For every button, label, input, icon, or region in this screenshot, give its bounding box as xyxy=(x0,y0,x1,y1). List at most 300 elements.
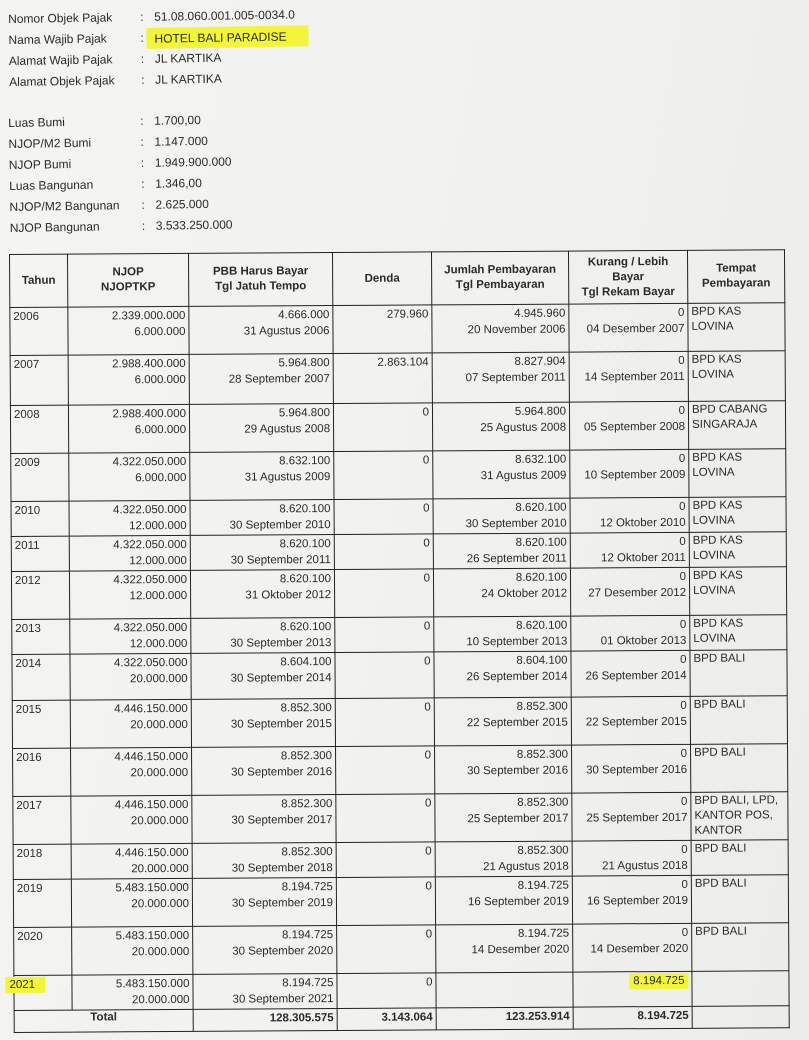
denda-value: 279.960 xyxy=(386,308,429,321)
payment-value: 8.852.300 xyxy=(516,748,569,761)
year-label: 2018 xyxy=(16,847,43,860)
column-header-line: Tgl Rekam Bayar xyxy=(581,285,675,299)
year-label: 2006 xyxy=(13,310,40,323)
pbb-value: 8.852.300 xyxy=(281,846,333,859)
njop-value: 4.322.050.000 xyxy=(113,538,187,552)
denda-value: 0 xyxy=(425,845,432,858)
payment-date: 10 September 2013 xyxy=(466,635,568,649)
column-header-line: Tahun xyxy=(21,274,56,287)
year-cell xyxy=(12,700,70,748)
payment-place: BPD BALI xyxy=(694,746,746,759)
year-label: 2021 xyxy=(5,977,45,993)
record-date: 27 Desember 2012 xyxy=(588,586,687,600)
denda-cell xyxy=(336,842,435,878)
record-date: 12 Oktober 2011 xyxy=(601,551,686,565)
table-row xyxy=(11,532,786,572)
denda-value: 0 xyxy=(425,880,432,893)
tax-payment-table xyxy=(9,249,790,1033)
pbb-cell xyxy=(192,795,336,844)
pbb-value: 8.620.100 xyxy=(280,621,332,634)
column-header-line: Pembayaran xyxy=(701,277,771,290)
year-cell xyxy=(13,844,71,879)
denda-cell xyxy=(335,652,434,699)
njoptkp-value: 20.000.000 xyxy=(131,945,190,959)
pbb-cell xyxy=(190,500,334,536)
info-label: Luas Bangunan xyxy=(9,177,94,193)
kurang-cell xyxy=(573,971,692,1007)
pbb-cell xyxy=(191,653,335,700)
record-date: 30 September 2016 xyxy=(586,763,688,777)
payment-place: BPD BALI xyxy=(694,842,747,855)
payment-cell xyxy=(433,568,570,617)
table-row xyxy=(10,351,785,406)
kurang-value: 0 xyxy=(680,653,687,666)
payment-value: 8.620.100 xyxy=(515,571,568,584)
payment-date: 30 September 2010 xyxy=(465,517,567,531)
pbb-value: 4.666.000 xyxy=(278,309,330,322)
total-empty-cell xyxy=(692,1006,789,1029)
table-row xyxy=(13,840,788,880)
kurang-value: 0 xyxy=(679,618,687,631)
payment-cell xyxy=(435,745,572,794)
due-date: 30 September 2016 xyxy=(231,766,333,779)
njoptkp-value: 20.000.000 xyxy=(131,993,190,1007)
column-header-line: Bayar xyxy=(612,270,645,283)
payment-date: 07 September 2011 xyxy=(465,371,566,385)
table-row xyxy=(10,401,785,454)
njop-value: 5.483.150.000 xyxy=(115,881,189,895)
record-date: 21 Agustus 2018 xyxy=(602,859,688,873)
column-header xyxy=(687,250,784,304)
kurang-cell xyxy=(571,696,690,745)
njop-value: 4.446.150.000 xyxy=(115,846,189,860)
kurang-value: 0 xyxy=(678,404,686,417)
info-row-object-address xyxy=(9,67,309,93)
total-kurang-cell xyxy=(573,1006,692,1029)
total-pbb-cell xyxy=(193,1009,337,1032)
info-value: 1.949.900.000 xyxy=(154,154,232,170)
kurang-cell xyxy=(571,650,690,697)
info-value: 1.346,00 xyxy=(155,175,202,191)
payment-place: BPD KAS LOVINA xyxy=(693,617,744,645)
njop-value: 4.446.150.000 xyxy=(114,750,189,764)
total-pbb-value: 128.305.575 xyxy=(269,1012,334,1025)
njoptkp-value: 20.000.000 xyxy=(131,862,189,876)
record-date: 14 Desember 2020 xyxy=(590,942,689,956)
njop-cell xyxy=(70,653,191,700)
pbb-value: 8.620.100 xyxy=(279,538,331,551)
column-header-line: Denda xyxy=(364,272,400,285)
payment-value xyxy=(439,974,569,975)
year-label: 2010 xyxy=(14,504,41,517)
year-cell xyxy=(12,619,70,654)
pbb-cell xyxy=(190,570,334,619)
denda-cell xyxy=(334,569,433,618)
pbb-value: 8.604.100 xyxy=(280,656,332,669)
info-value: 1.700,00 xyxy=(154,112,201,128)
pbb-cell xyxy=(189,354,333,405)
table-row xyxy=(11,567,786,620)
year-cell xyxy=(12,654,70,700)
pbb-cell xyxy=(189,404,333,453)
njoptkp-value: 20.000.000 xyxy=(131,897,190,911)
kurang-cell xyxy=(570,497,689,533)
kurang-value: 0 xyxy=(680,747,688,760)
year-cell xyxy=(10,307,68,355)
kurang-value: 0 xyxy=(679,535,686,548)
colon: : xyxy=(141,218,146,233)
year-label: 2012 xyxy=(14,574,41,587)
property-row xyxy=(10,214,233,238)
record-date: 26 September 2014 xyxy=(585,669,687,683)
column-header xyxy=(568,250,687,304)
taxpayer-info xyxy=(8,4,309,93)
denda-cell xyxy=(334,534,433,570)
njop-value: 4.322.050.000 xyxy=(112,455,187,469)
info-label: Alamat Objek Pajak xyxy=(9,73,115,89)
colon: : xyxy=(140,9,144,24)
payment-place: BPD BALI xyxy=(693,652,746,665)
column-header-line: Tgl Jatuh Tempo xyxy=(215,280,307,293)
payment-date: 30 September 2016 xyxy=(467,764,569,778)
kurang-value: 0 xyxy=(679,570,687,583)
payment-place: BPD CABANG SINGARAJA xyxy=(691,403,768,431)
pbb-value: 8.852.300 xyxy=(281,798,333,811)
njop-cell xyxy=(72,974,193,1010)
table-row xyxy=(14,923,789,976)
payment-place-cell xyxy=(691,792,788,841)
table-row xyxy=(12,696,787,749)
denda-value: 0 xyxy=(422,454,430,467)
denda-cell xyxy=(335,617,434,653)
payment-cell xyxy=(434,697,571,746)
year-label: 2009 xyxy=(14,456,40,469)
column-header xyxy=(188,253,332,307)
kurang-cell xyxy=(572,875,691,924)
njop-cell xyxy=(71,795,192,844)
year-cell xyxy=(14,927,72,975)
njoptkp-value: 6.000.000 xyxy=(134,373,186,387)
highlighted-taxpayer-name: HOTEL BALI PARADISE xyxy=(146,25,308,49)
column-header-line: Tempat xyxy=(716,262,757,275)
kurang-cell xyxy=(572,744,691,793)
njoptkp-value: 20.000.000 xyxy=(130,766,189,780)
njoptkp-value: 12.000.000 xyxy=(129,589,188,603)
payment-cell xyxy=(436,924,573,973)
info-label: NJOP/M2 Bumi xyxy=(8,135,92,151)
payment-date: 14 Desember 2020 xyxy=(471,943,570,957)
payment-place-cell xyxy=(689,449,786,498)
due-date: 30 September 2015 xyxy=(230,718,332,731)
pbb-value: 8.194.725 xyxy=(282,977,334,990)
payment-cell xyxy=(433,498,570,534)
denda-cell xyxy=(333,403,432,452)
njop-value: 2.339.000.000 xyxy=(111,309,186,323)
table-row xyxy=(12,615,787,655)
payment-cell xyxy=(435,841,572,877)
year-label: 2007 xyxy=(13,358,40,371)
year-cell xyxy=(13,796,71,844)
year-label: 2014 xyxy=(15,657,42,670)
colon: : xyxy=(141,176,145,191)
total-denda-value: 3.143.064 xyxy=(381,1011,433,1024)
colon: : xyxy=(141,197,145,212)
denda-cell xyxy=(336,794,435,843)
total-row xyxy=(14,1006,789,1033)
column-header-line: Kurang / Lebih xyxy=(587,255,669,268)
denda-value: 0 xyxy=(422,406,430,419)
denda-value: 0 xyxy=(426,976,433,989)
pbb-cell xyxy=(193,926,337,975)
year-cell xyxy=(9,975,72,1010)
column-header-line: Tgl Pembayaran xyxy=(455,278,545,292)
denda-cell xyxy=(336,746,435,795)
year-label: 2015 xyxy=(15,703,42,716)
colon: : xyxy=(140,51,145,66)
njoptkp-value: 12.000.000 xyxy=(129,637,188,651)
payment-place: BPD BALI xyxy=(693,698,746,711)
payment-cell xyxy=(435,876,572,925)
payment-place: BPD BALI xyxy=(695,925,747,938)
kurang-value: 0 xyxy=(681,843,688,856)
njop-cell xyxy=(70,618,191,654)
year-label: 2008 xyxy=(13,408,40,421)
njop-cell xyxy=(69,500,190,536)
njop-value: 4.322.050.000 xyxy=(112,503,187,517)
info-label: Nama Wajib Pajak xyxy=(8,31,107,47)
payment-place-cell xyxy=(688,401,785,450)
total-kurang-value: 8.194.725 xyxy=(637,1009,689,1023)
pbb-cell xyxy=(189,306,333,355)
year-cell xyxy=(11,571,69,619)
info-value: 51.08.060.001.005-0034.0 xyxy=(154,7,296,24)
year-label: 2013 xyxy=(15,622,41,635)
kurang-cell xyxy=(570,449,689,498)
total-paid-cell xyxy=(436,1007,573,1030)
kurang-value: 0 xyxy=(678,354,685,367)
denda-value: 0 xyxy=(425,928,433,941)
njop-value: 4.446.150.000 xyxy=(114,702,188,716)
info-label: NJOP/M2 Bangunan xyxy=(9,198,120,214)
payment-place-cell xyxy=(692,923,789,972)
table-row xyxy=(14,971,789,1011)
njoptkp-value: 12.000.000 xyxy=(129,519,187,533)
denda-value: 0 xyxy=(423,572,431,585)
kurang-value: 0 xyxy=(677,306,685,319)
payment-value: 5.964.800 xyxy=(514,405,567,418)
njop-value: 2.988.400.000 xyxy=(112,357,186,371)
denda-value: 0 xyxy=(424,655,431,668)
payment-date: 24 Oktober 2012 xyxy=(481,587,568,601)
payment-place-cell xyxy=(691,744,788,793)
njop-cell xyxy=(71,843,192,879)
info-value: JL KARTIKA xyxy=(155,71,222,87)
njop-cell xyxy=(68,354,189,405)
pbb-value: 8.852.300 xyxy=(280,750,333,763)
denda-cell xyxy=(334,451,433,500)
info-label: NJOP Bangunan xyxy=(9,219,100,235)
payment-place-cell xyxy=(690,650,787,697)
record-date: 01 Oktober 2013 xyxy=(600,634,687,648)
info-label: Nomor Objek Pajak xyxy=(8,10,113,26)
info-value: 3.533.250.000 xyxy=(155,217,233,233)
kurang-value: 0 xyxy=(681,878,688,891)
kurang-cell xyxy=(573,923,692,972)
payment-place: BPD KAS LOVINA xyxy=(691,305,742,333)
table-header-row xyxy=(10,250,785,308)
denda-value: 0 xyxy=(423,537,430,550)
due-date: 30 September 2019 xyxy=(231,897,334,910)
year-label: 2017 xyxy=(16,799,43,812)
year-cell xyxy=(11,453,69,501)
payment-date: 16 September 2019 xyxy=(467,895,570,909)
payment-value: 8.194.725 xyxy=(517,879,569,892)
kurang-cell xyxy=(569,401,688,450)
payment-cell xyxy=(432,402,569,451)
colon: : xyxy=(140,134,144,149)
table-row xyxy=(12,650,787,701)
due-date: 28 September 2007 xyxy=(228,373,330,386)
kurang-value: 0 xyxy=(680,699,687,712)
njop-cell xyxy=(71,747,192,796)
payment-date: 22 September 2015 xyxy=(466,716,568,730)
payment-cell xyxy=(433,450,570,499)
payment-date: 21 Agustus 2018 xyxy=(483,860,569,874)
info-label: NJOP Bumi xyxy=(8,157,72,172)
payment-date: 20 November 2006 xyxy=(467,323,566,337)
kurang-cell xyxy=(570,567,689,616)
payment-place: BPD KAS LOVINA xyxy=(692,499,743,527)
njop-cell xyxy=(72,926,193,975)
record-date: 04 Desember 2007 xyxy=(586,322,685,336)
njop-cell xyxy=(68,306,189,355)
payment-value: 8.620.100 xyxy=(516,619,568,632)
njop-cell xyxy=(71,878,192,927)
due-date: 30 September 2020 xyxy=(232,945,334,958)
info-value: JL KARTIKA xyxy=(154,50,222,66)
total-paid-value: 123.253.914 xyxy=(505,1010,570,1023)
njoptkp-value: 20.000.000 xyxy=(130,718,188,732)
pbb-value: 5.964.800 xyxy=(278,407,331,420)
njop-cell xyxy=(69,570,190,619)
payment-value: 8.632.100 xyxy=(515,453,567,466)
njop-value: 5.483.150.000 xyxy=(115,929,190,943)
payment-cell xyxy=(432,304,569,353)
payment-place-cell xyxy=(691,840,788,876)
payment-place-cell xyxy=(688,303,785,352)
table-row xyxy=(13,875,788,928)
info-value: 1.147.000 xyxy=(154,133,208,149)
njop-value: 4.322.050.000 xyxy=(113,573,188,587)
record-date: 22 September 2015 xyxy=(585,715,687,729)
pbb-cell xyxy=(190,535,334,571)
denda-cell xyxy=(333,353,432,404)
column-header xyxy=(332,252,431,306)
payment-place-cell xyxy=(690,696,787,745)
pbb-value: 8.194.725 xyxy=(281,881,333,894)
njop-cell xyxy=(68,404,189,453)
payment-place-cell xyxy=(692,971,789,1007)
payment-cell xyxy=(434,616,571,652)
table-row xyxy=(13,744,788,797)
column-header xyxy=(431,251,568,305)
pbb-value: 5.964.800 xyxy=(278,357,330,370)
table-row xyxy=(11,449,786,502)
payment-place: BPD KAS LOVINA xyxy=(692,569,743,597)
njop-value: 4.446.150.000 xyxy=(114,798,189,812)
due-date: 30 September 2018 xyxy=(231,862,333,875)
payment-date: 25 Agustus 2008 xyxy=(480,421,567,435)
payment-place: BPD KAS LOVINA xyxy=(692,534,743,562)
pbb-value: 8.194.725 xyxy=(281,929,334,942)
pbb-cell xyxy=(192,747,336,796)
due-date: 31 Oktober 2012 xyxy=(245,589,332,602)
payment-value: 8.620.100 xyxy=(515,501,567,514)
payment-value: 8.827.904 xyxy=(514,355,566,368)
payment-value: 8.852.300 xyxy=(516,700,568,713)
info-label: Luas Bumi xyxy=(8,115,65,130)
payment-cell xyxy=(433,533,570,569)
payment-date: 31 Agustus 2009 xyxy=(480,469,567,483)
column-header-line: NJOPTKP xyxy=(100,281,156,294)
njoptkp-value: 12.000.000 xyxy=(129,554,187,568)
pbb-cell xyxy=(192,878,336,927)
kurang-cell xyxy=(569,351,688,402)
payment-cell xyxy=(434,651,571,698)
denda-cell xyxy=(333,305,432,354)
column-header-line: PBB Harus Bayar xyxy=(212,265,309,278)
year-cell xyxy=(10,355,68,405)
payment-date: 26 September 2011 xyxy=(466,552,567,566)
payment-place-cell xyxy=(688,351,785,402)
year-label: 2011 xyxy=(14,539,40,552)
payment-place-cell xyxy=(689,567,786,616)
kurang-cell xyxy=(571,615,690,651)
njop-value: 4.322.050.000 xyxy=(113,621,188,635)
year-cell xyxy=(11,501,69,536)
info-value: 2.625.000 xyxy=(155,196,209,212)
payment-cell xyxy=(432,352,569,403)
payment-place-cell xyxy=(689,532,786,568)
column-header-line: Jumlah Pembayaran xyxy=(444,263,557,277)
pbb-cell xyxy=(192,843,336,879)
column-header xyxy=(10,254,68,307)
year-cell xyxy=(13,748,71,796)
record-date: 12 Oktober 2010 xyxy=(599,516,686,530)
njoptkp-value: 20.000.000 xyxy=(130,814,189,828)
due-date: 30 September 2011 xyxy=(230,554,331,567)
payment-value: 8.852.300 xyxy=(517,844,569,857)
colon: : xyxy=(140,113,144,128)
highlighted-outstanding-amount: 8.194.725 xyxy=(629,973,688,989)
info-row-name xyxy=(8,25,308,51)
due-date: 30 September 2014 xyxy=(230,672,332,685)
kurang-cell xyxy=(569,303,688,352)
payment-date xyxy=(439,974,569,975)
njoptkp-value: 6.000.000 xyxy=(134,423,187,437)
denda-cell xyxy=(337,925,436,974)
njop-value: 5.483.150.000 xyxy=(115,977,190,991)
total-label: Total xyxy=(90,1011,118,1024)
payment-place: BPD BALI xyxy=(694,877,747,890)
payment-value: 8.852.300 xyxy=(517,796,569,809)
total-denda-cell xyxy=(337,1008,436,1031)
colon: : xyxy=(141,72,145,87)
colon: : xyxy=(140,30,144,45)
payment-place: BPD BALI, LPD, KANTOR POS, KANTOR xyxy=(694,794,779,837)
due-date: 31 Agustus 2009 xyxy=(244,471,331,484)
kurang-value: 0 xyxy=(680,795,688,808)
